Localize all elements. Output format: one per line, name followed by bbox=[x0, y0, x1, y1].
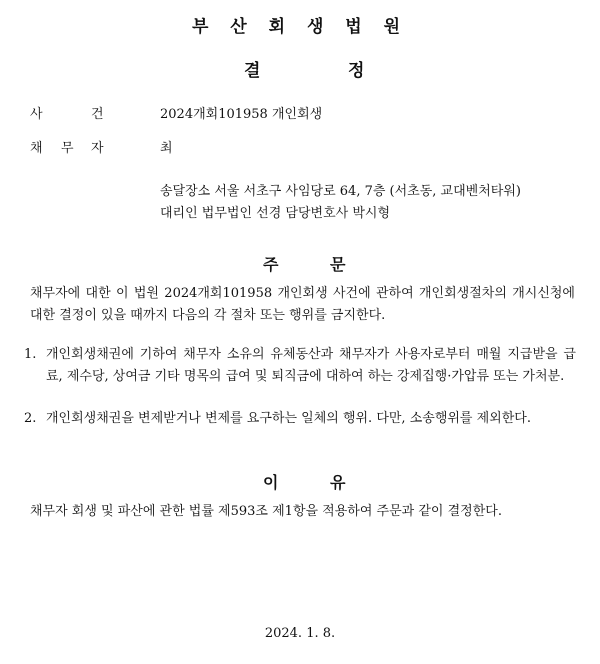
court-name: 부 산 회 생 법 원 bbox=[191, 17, 409, 37]
case-number: 2024개회101958 개인회생 bbox=[160, 107, 323, 122]
reason-title-char-2: 유 bbox=[330, 473, 346, 492]
order-item-number: 2. bbox=[24, 411, 37, 426]
service-address: 송달장소 서울 서초구 사임당로 64, 7층 (서초동, 교대벤처타워) bbox=[160, 184, 521, 199]
order-item-text: 개인회생채권을 변제받거나 변제를 요구하는 일체의 행위. 다만, 소송행위를 제외한다. bbox=[46, 411, 531, 426]
order-item-2 bbox=[24, 408, 576, 430]
order-item-number: 1. bbox=[24, 347, 37, 362]
order-item-1 bbox=[24, 344, 576, 388]
debtor-label-char-3: 자 bbox=[91, 141, 104, 156]
debtor-label-char-2: 무 bbox=[61, 141, 74, 156]
case-label-char-1: 사 bbox=[30, 107, 43, 122]
order-item-text: 개인회생채권에 기하여 채무자 소유의 유체동산과 채무자가 사용자로부터 매월 지급받을 급료, 제수당, 상여금 기타 명목의 급여 및 퇴직금에 대하여 하는 강제집행·가압류 또는 가처분. bbox=[46, 347, 576, 384]
order-title-char-1: 주 bbox=[263, 255, 279, 274]
decision-date: 2024. 1. 8. bbox=[264, 626, 336, 641]
order-title-char-2: 문 bbox=[330, 255, 346, 274]
debtor-label-char-1: 채 bbox=[30, 141, 43, 156]
legal-representative: 대리인 법무법인 선경 담당변호사 박시형 bbox=[160, 206, 391, 221]
document-type-char-1: 결 bbox=[244, 61, 261, 81]
document-type-char-2: 정 bbox=[348, 61, 365, 81]
order-intro-paragraph: 채무자에 대한 이 법원 2024개회101958 개인회생 사건에 관하여 개인회생절차의 개시신청에 대한 결정이 있을 때까지 다음의 각 절차 또는 행위를 금지한다. bbox=[30, 286, 575, 323]
debtor-name: 최 bbox=[160, 141, 173, 156]
reason-paragraph: 채무자 회생 및 파산에 관한 법률 제593조 제1항을 적용하여 주문과 같이 결정한다. bbox=[30, 504, 502, 519]
case-label-char-2: 건 bbox=[91, 107, 104, 122]
reason-title-char-1: 이 bbox=[263, 473, 279, 492]
